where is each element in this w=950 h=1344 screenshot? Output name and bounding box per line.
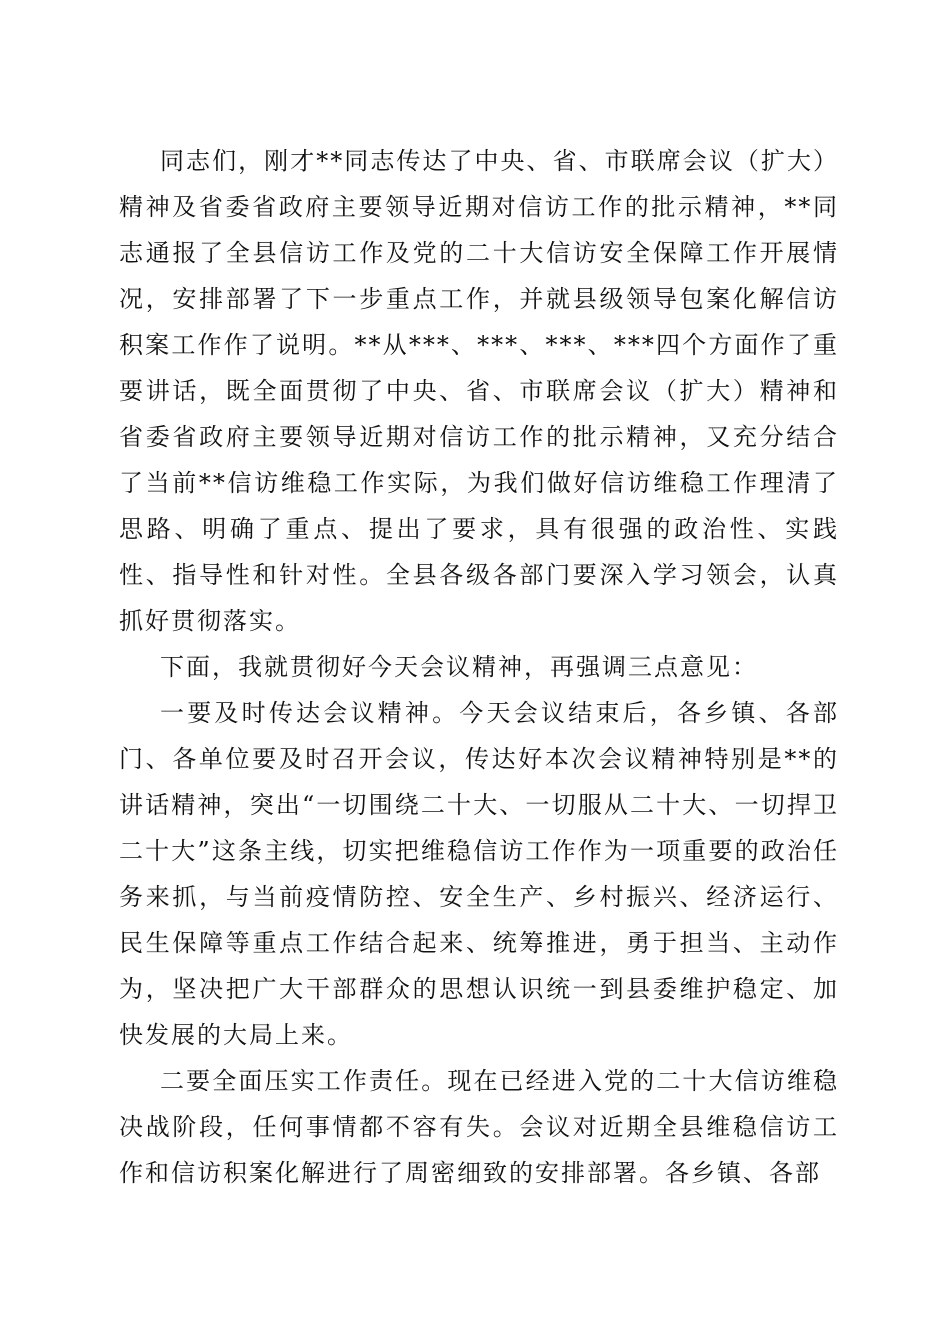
paragraph-point-two: 二要全面压实工作责任。现在已经进入党的二十大信访维稳决战阶段，任何事情都不容有失。会议对近期全县维稳信访工作和信访积案化解进行了周密细致的安排部署。各乡镇、各部 [119, 1067, 839, 1187]
document-body [119, 138, 839, 1196]
paragraph-point-one: 一要及时传达会议精神。今天会议结束后，各乡镇、各部门、各单位要及时召开会议，传达好本次会议精神特别是**的讲话精神，突出“一切围绕二十大、一切服从二十大、一切捍卫二十大”这条主线，切实把维稳信访工作作为一项重要的政治任务来抓，与当前疫情防控、安全生产、乡村振兴、经济运行、民生保障等重点工作结合起来、统筹推进，勇于担当、主动作为，坚决把广大干部群众的思想认识统一到县委维护稳定、加快发展的大局上来。 [119, 699, 839, 1049]
paragraph-opening: 同志们，刚才**同志传达了中央、省、市联席会议（扩大）精神及省委省政府主要领导近期对信访工作的批示精神，**同志通报了全县信访工作及党的二十大信访安全保障工作开展情况，安排部署了下一步重点工作，并就县级领导包案化解信访积案工作作了说明。**从***、***、***、***四个方面作了重要讲话，既全面贯彻了中央、省、市联席会议（扩大）精神和省委省政府主要领导近期对信访工作的批示精神，又充分结合了当前**信访维稳工作实际，为我们做好信访维稳工作理清了思路、明确了重点、提出了要求，具有很强的政治性、实践性、指导性和针对性。全县各级各部门要深入学习领会，认真抓好贯彻落实。 [119, 147, 839, 635]
paragraph-transition: 下面，我就贯彻好今天会议精神，再强调三点意见： [160, 653, 758, 681]
